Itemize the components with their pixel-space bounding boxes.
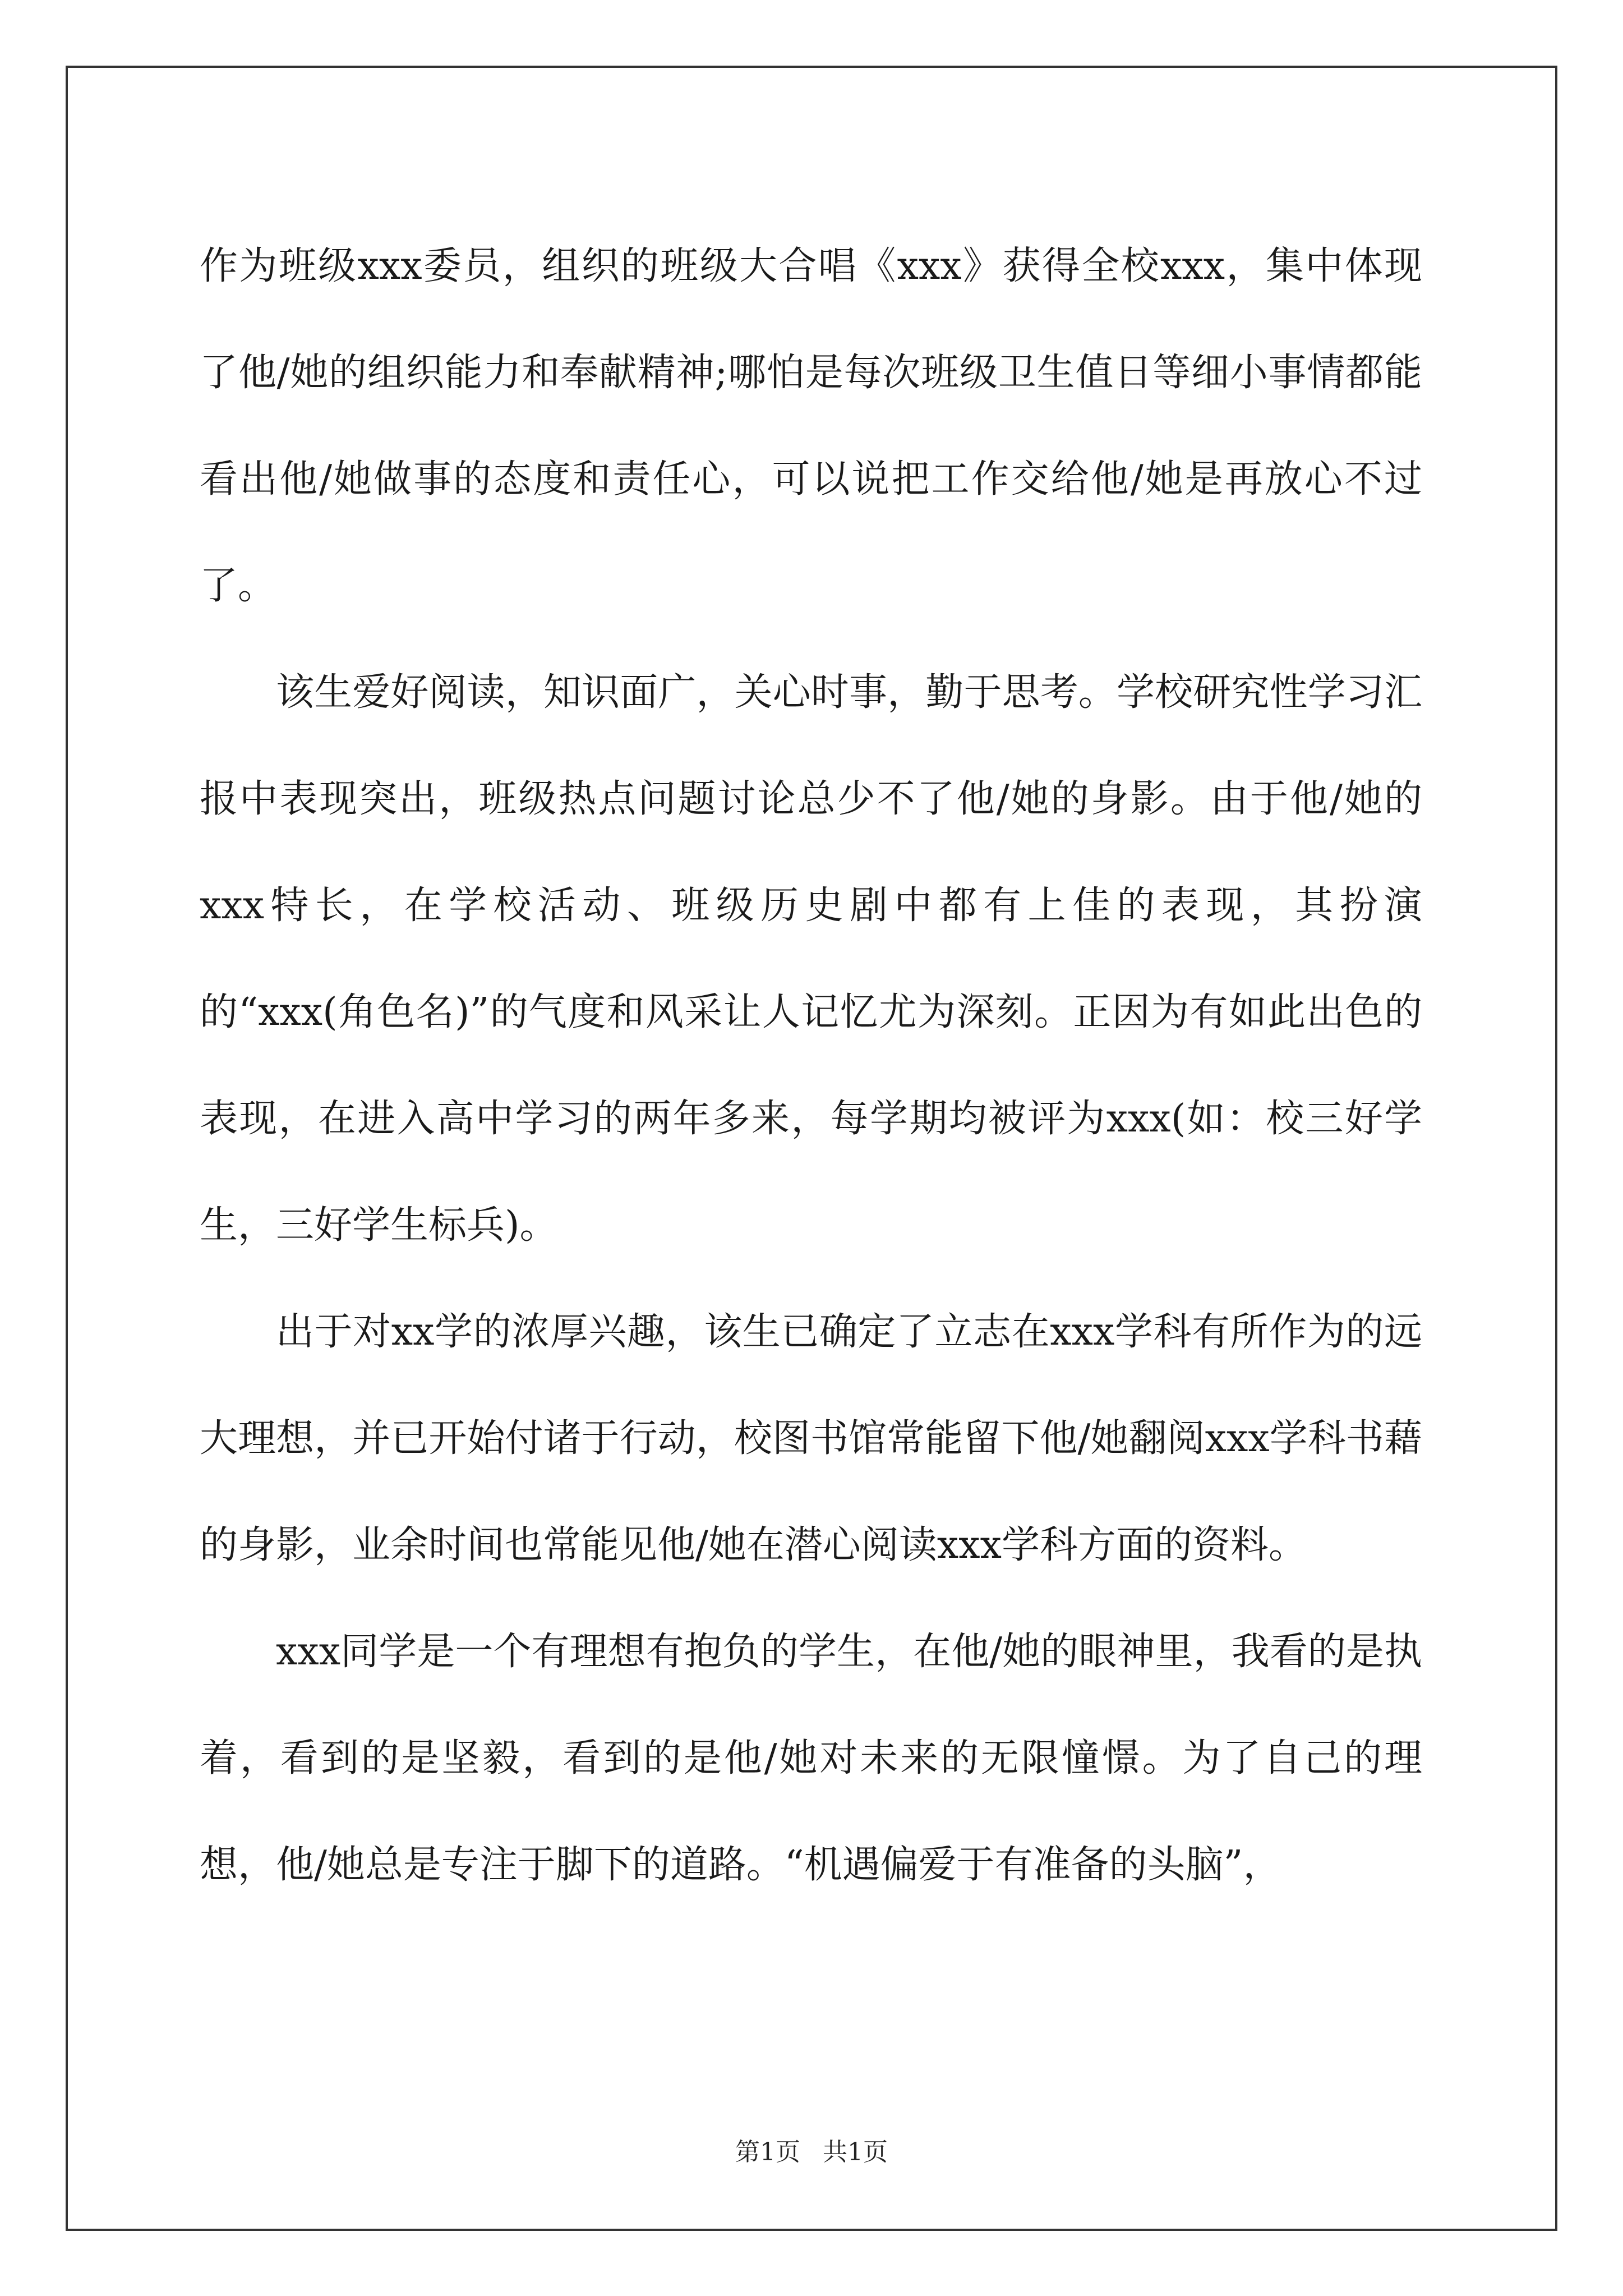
paragraph-4: xxx同学是一个有理想有抱负的学生，在他/她的眼神里，我看的是执着，看到的是坚毅，看到的是他/她对未来的无限憧憬。为了自己的理想，他/她总是专注于脚下的道路。“机遇偏爱于有准备的头脑”， [200, 1630, 1422, 1887]
paragraph-3: 出于对xx学的浓厚兴趣，该生已确定了立志在xxx学科有所作为的远大理想，并已开始付诸于行动，校图书馆常能留下他/她翻阅xxx学科书藉的身影，业余时间也常能见他/她在潜心阅读xxx学科方面的资料。 [200, 1310, 1422, 1567]
paragraph-1: 作为班级xxx委员，组织的班级大合唱《xxx》获得全校xxx，集中体现了他/她的组织能力和奉献精神;哪怕是每次班级卫生值日等细小事情都能看出他/她做事的态度和责任心，可以说把工作交给他/她是再放心不过了。 [200, 244, 1422, 608]
page-footer [0, 2132, 1623, 2168]
paragraph-2: 该生爱好阅读，知识面广，关心时事，勤于思考。学校研究性学习汇报中表现突出，班级热点问题讨论总少不了他/她的身影。由于他/她的xxx特长，在学校活动、班级历史剧中都有上佳的表现，其扮演的“xxx(角色名)”的气度和风采让人记忆尤为深刻。正因为有如此出色的表现，在进入高中学习的两年多来，每学期均被评为xxx(如：校三好学生，三好学生标兵)。 [200, 670, 1422, 1248]
document-body [200, 213, 1422, 1918]
page-number: 第1页 [735, 2138, 800, 2166]
page-total: 共1页 [823, 2138, 888, 2166]
